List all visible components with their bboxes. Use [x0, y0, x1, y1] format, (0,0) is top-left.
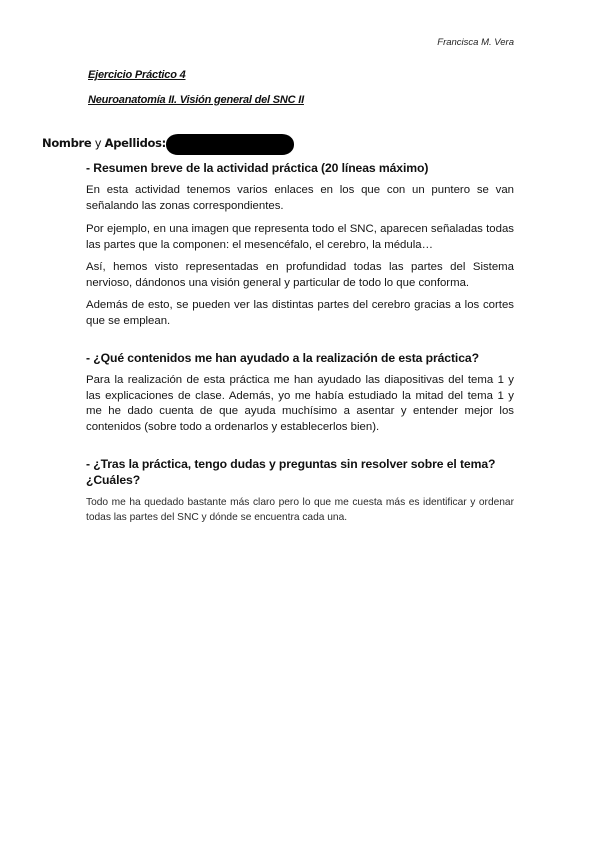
- question-3-dash: -: [86, 457, 90, 471]
- question-2-dash: -: [86, 351, 90, 365]
- question-2-text: ¿Qué contenidos me han ayudado a la realización de esta práctica?: [93, 351, 479, 365]
- question-3: [86, 456, 514, 488]
- question-3-text: ¿Tras la práctica, tengo dudas y preguntas sin resolver sobre el tema? ¿Cuáles?: [86, 457, 496, 487]
- name-label: [42, 136, 166, 150]
- answer-3-paragraph-1: Todo me ha quedado bastante más claro pero lo que me cuesta más es identificar y ordenar todas las partes del SNC y dónde se encuentra cada una.: [86, 497, 514, 523]
- question-1: [86, 160, 514, 176]
- author-name: Francisca M. Vera: [437, 37, 514, 48]
- exercise-title: Ejercicio Práctico 4: [88, 69, 186, 81]
- question-1-dash: -: [86, 161, 90, 175]
- redaction-mark: [166, 134, 294, 155]
- answer-1-paragraph-3: Así, hemos visto representadas en profundidad todas las partes del Sistema nervioso, dándonos una visión general y particular de todo lo que conforma.: [86, 261, 514, 289]
- question-2: [86, 350, 514, 366]
- name-field: [42, 133, 294, 153]
- answer-1-paragraph-2: Por ejemplo, en una imagen que representa todo el SNC, aparecen señaladas todas las partes que la componen: el mesencéfalo, el cerebro, la médula…: [86, 223, 514, 251]
- exercise-subtitle: Neuroanatomía II. Visión general del SNC II: [88, 94, 304, 106]
- question-1-text: Resumen breve de la actividad práctica (20 líneas máximo): [93, 161, 429, 175]
- name-label-part-2: Apellidos:: [104, 136, 166, 150]
- name-label-connector: y: [91, 136, 105, 150]
- name-label-part-1: Nombre: [42, 136, 92, 150]
- answer-1-paragraph-4: Además de esto, se pueden ver las distintas partes del cerebro gracias a los cortes que se emplean.: [86, 299, 514, 327]
- answer-2-paragraph-1: Para la realización de esta práctica me han ayudado las diapositivas del tema 1 y las explicaciones de clase. Además, yo me había estudiado la mitad del tema 1 y me he dado cuenta de que ayuda muchísimo a asentar y entender mejor los contenidos (sobre todo a ordenarlos y establecerlos bien).: [86, 374, 514, 433]
- answer-1-paragraph-1: En esta actividad tenemos varios enlaces en los que con un puntero se van señalando las zonas correspondientes.: [86, 184, 514, 212]
